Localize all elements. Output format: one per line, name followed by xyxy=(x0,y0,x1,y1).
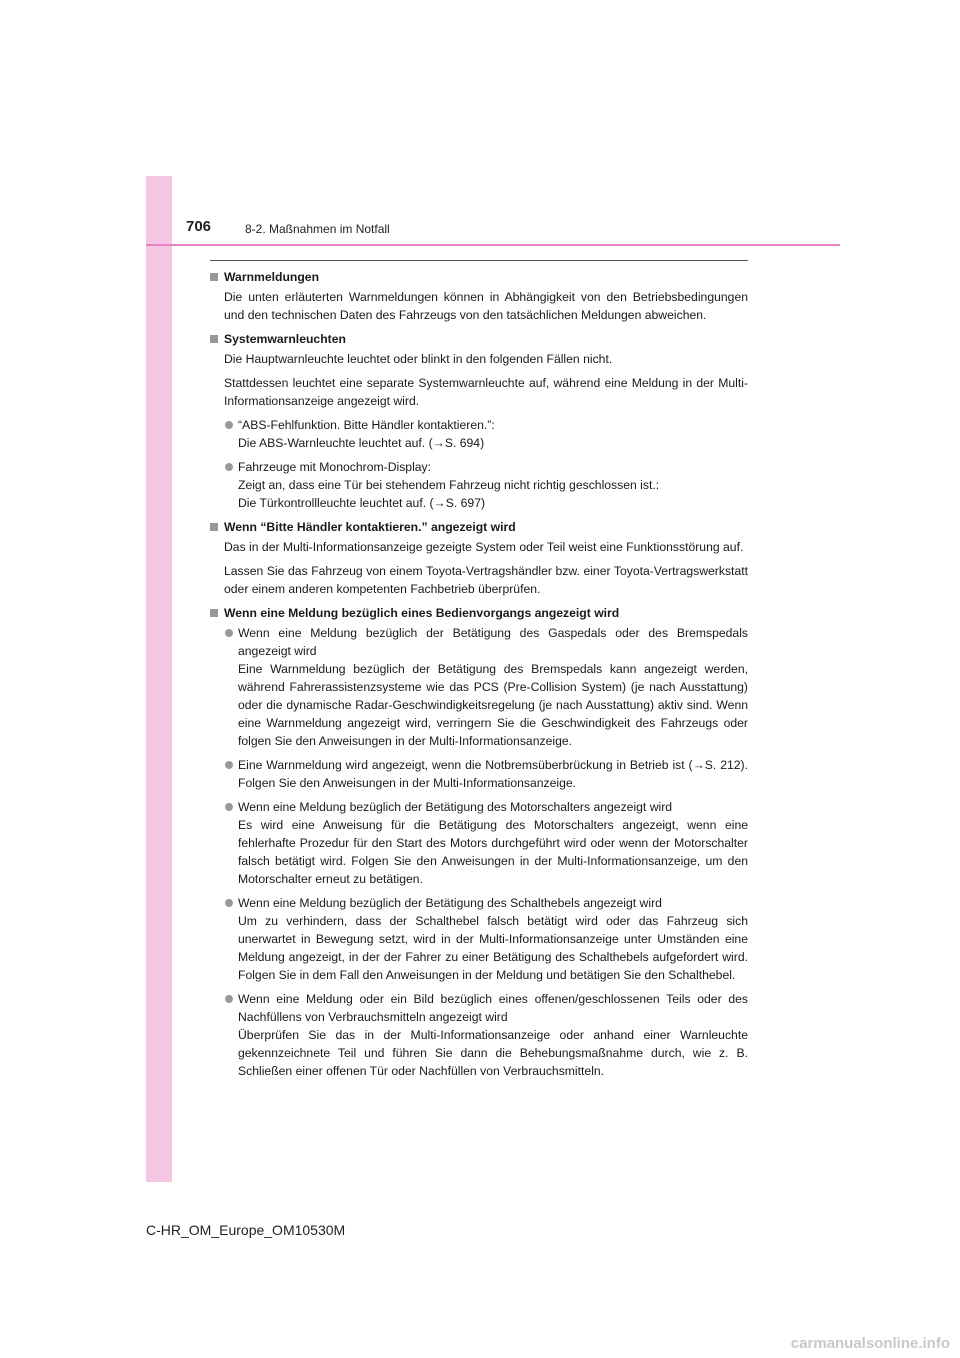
square-bullet-icon xyxy=(210,335,218,343)
section-heading: Warnmeldungen xyxy=(210,268,748,286)
bullet-item xyxy=(210,756,748,792)
site-watermark[interactable]: carmanualsonline.info xyxy=(790,1335,950,1352)
header-divider xyxy=(146,244,840,246)
round-bullet-icon xyxy=(225,803,233,811)
bullet-line: Um zu verhindern, dass der Schalthebel falsch betätigt wird oder das Fahrzeug sich unerwartet in Bewegung setzt, wird in der Multi-Informationsanzeige unter Umständen eine Meldung angezeigt, in der der Fahrer zu einer Betätigung des Schalthebels aufgefordert wird. Folgen Sie in dem Fall den Anweisungen in der Meldung und betätigen Sie den Schalthebel. xyxy=(238,914,748,982)
square-bullet-icon xyxy=(210,523,218,531)
bullet-line: Zeigt an, dass eine Tür bei stehendem Fahrzeug nicht richtig geschlossen ist.: xyxy=(238,478,660,492)
section-heading: Wenn eine Meldung bezüglich eines Bedienvorgangs angezeigt wird xyxy=(210,604,748,622)
section-title: 8-2. Maßnahmen im Notfall xyxy=(245,222,390,236)
bullet-line: Eine Warnmeldung wird angezeigt, wenn die Notbremsüberbrückung in Betrieb ist (→S. 212). Folgen Sie den Anweisungen in der Multi-Informationsanzeige. xyxy=(238,758,748,790)
bullet-line: Es wird eine Anweisung für die Betätigung des Motorschalters angezeigt, wenn eine fehlerhafte Prozedur für den Start des Motors durchgeführt wird oder wenn der Motorschalter falsch betätigt wird. Folgen Sie den Anweisungen in der Multi-Informationsanzeige, um den Motorschalter erneut zu betätigen. xyxy=(238,818,748,886)
bullet-item xyxy=(210,798,748,888)
bullet-line: Überprüfen Sie das in der Multi-Informationsanzeige oder anhand einer Warnleuchte gekennzeichnete Teil und führen Sie dann die Behebungsmaßnahme durch, wie z. B. Schließen einer offenen Tür oder Nachfüllen von Verbrauchsmitteln. xyxy=(238,1028,748,1078)
paragraph: Stattdessen leuchtet eine separate Systemwarnleuchte auf, während eine Meldung in der Multi-Informationsanzeige angezeigt wird. xyxy=(224,376,748,408)
bullet-line: Wenn eine Meldung bezüglich der Betätigung des Gaspedals oder des Bremspedals angezeigt wird xyxy=(238,626,748,658)
round-bullet-icon xyxy=(225,899,233,907)
chapter-tab-bar xyxy=(146,176,172,1182)
paragraph: Lassen Sie das Fahrzeug von einem Toyota-Vertragshändler bzw. einer Toyota-Vertragswerkstatt oder einem anderen kompetenten Fachbetrieb überprüfen. xyxy=(224,564,748,596)
bullet-item xyxy=(210,624,748,750)
page-number: 706 xyxy=(186,218,212,235)
paragraph: Die unten erläuterten Warnmeldungen können in Abhängigkeit von den Betriebsbedingungen und den technischen Daten des Fahrzeugs von den tatsächlichen Meldungen abweichen. xyxy=(224,290,748,322)
content-top-rule xyxy=(210,260,748,261)
bullet-line: “ABS-Fehlfunktion. Bitte Händler kontaktieren.”: xyxy=(238,418,495,432)
paragraph: Das in der Multi-Informationsanzeige gezeigte System oder Teil weist eine Funktionsstörung auf. xyxy=(224,540,744,554)
bullet-line: Eine Warnmeldung bezüglich der Betätigung des Bremspedals kann angezeigt werden, während Fahrerassistenzsysteme wie das PCS (Pre-Collision System) (je nach Ausstattung) oder die dynamische Radar-Geschwindigkeitsregelung (je nach Ausstattung) aktiv sind. Wenn eine Warnmeldung angezeigt wird, verringern Sie die Geschwindigkeit des Fahrzeugs oder folgen Sie den Anweisungen in der Multi-Informationsanzeige. xyxy=(238,662,748,748)
round-bullet-icon xyxy=(225,463,233,471)
bullet-line: Die Türkontrollleuchte leuchtet auf. (→S. 697) xyxy=(238,496,486,510)
section-0 xyxy=(210,268,748,324)
bullet-line: Fahrzeuge mit Monochrom-Display: xyxy=(238,460,432,474)
bullet-item xyxy=(210,894,748,984)
bullet-line: Wenn eine Meldung bezüglich der Betätigung des Schalthebels angezeigt wird xyxy=(238,896,662,910)
square-bullet-icon xyxy=(210,273,218,281)
bullet-line: Wenn eine Meldung oder ein Bild bezüglich eines offenen/geschlossenen Teils oder des Nachfüllens von Verbrauchsmitteln angezeigt wird xyxy=(238,992,748,1024)
bullet-line: Wenn eine Meldung bezüglich der Betätigung des Motorschalters angezeigt wird xyxy=(238,800,673,814)
square-bullet-icon xyxy=(210,609,218,617)
page-content xyxy=(210,268,748,1086)
section-heading: Systemwarnleuchten xyxy=(210,330,748,348)
section-3 xyxy=(210,604,748,1080)
bullet-item xyxy=(210,416,748,452)
document-id: C-HR_OM_Europe_OM10530M xyxy=(146,1222,346,1238)
paragraph: Die Hauptwarnleuchte leuchtet oder blinkt in den folgenden Fällen nicht. xyxy=(224,352,613,366)
bullet-item xyxy=(210,458,748,512)
section-heading: Wenn “Bitte Händler kontaktieren.” angezeigt wird xyxy=(210,518,748,536)
bullet-item xyxy=(210,990,748,1080)
round-bullet-icon xyxy=(225,629,233,637)
round-bullet-icon xyxy=(225,421,233,429)
round-bullet-icon xyxy=(225,995,233,1003)
round-bullet-icon xyxy=(225,761,233,769)
bullet-line: Die ABS-Warnleuchte leuchtet auf. (→S. 694) xyxy=(238,436,485,450)
section-1 xyxy=(210,330,748,512)
section-2 xyxy=(210,518,748,598)
